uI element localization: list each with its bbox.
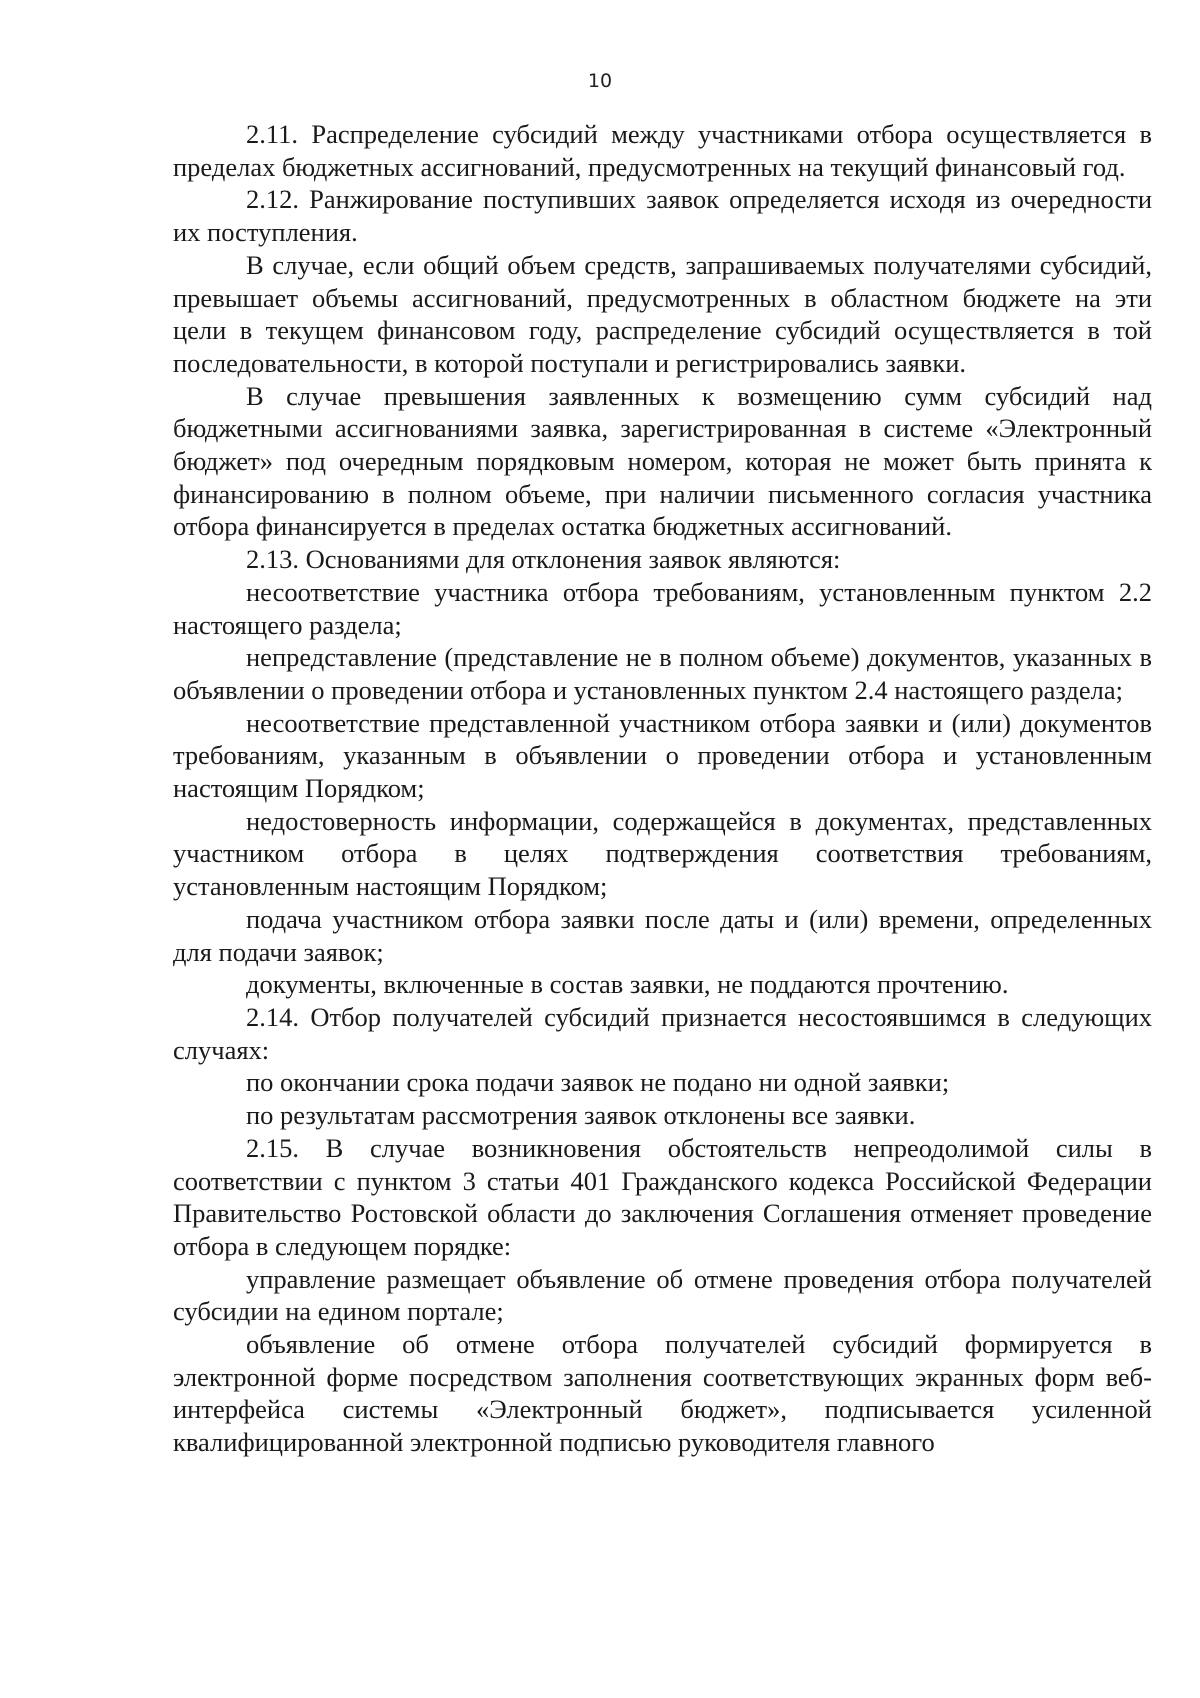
- list-item-rejection-1: несоответствие участника отбора требованиям, установленным пунктом 2.2 настоящего раздела;: [173, 576, 1152, 640]
- paragraph-2-13: 2.13. Основаниями для отклонения заявок являются:: [246, 544, 841, 575]
- list-item-failed-2: по результатам рассмотрения заявок отклонены все заявки.: [246, 1100, 916, 1131]
- list-item-failed-1: по окончании срока подачи заявок не подано ни одной заявки;: [246, 1067, 950, 1098]
- paragraph-2-15: 2.15. В случае возникновения обстоятельств непреодолимой силы в соответствии с пунктом 3 статьи 401 Гражданского кодекса Российской Федерации Правительство Ростовской области до заключения Соглашения отменяет проведение отбора в следующем порядке:: [173, 1132, 1152, 1261]
- paragraph-budget-excess: В случае, если общий объем средств, запрашиваемых получателями субсидий, превышает объемы ассигнований, предусмотренных в областном бюджете на эти цели в текущем финансовом году, распределение субсидий осуществляется в той последовательности, в которой поступали и регистрировались заявки.: [173, 249, 1152, 378]
- list-item-cancel-2: объявление об отмене отбора получателей субсидий формируется в электронной форме посредством заполнения соответствующих экранных форм веб-интерфейса системы «Электронный бюджет», подписывается усиленной квалифицированной электронной подписью руководителя главного: [173, 1329, 1152, 1458]
- document-body: [173, 118, 1152, 1459]
- paragraph-2-12: 2.12. Ранжирование поступивших заявок определяется исходя из очередности их поступления.: [173, 184, 1152, 248]
- paragraph-subsidy-excess: В случае превышения заявленных к возмещению сумм субсидий над бюджетными ассигнованиями заявка, зарегистрированная в системе «Электронный бюджет» под очередным порядковым номером, которая не может быть принята к финансированию в полном объеме, при наличии письменного согласия участника отбора финансируется в пределах остатка бюджетных ассигнований.: [173, 380, 1152, 542]
- paragraph-2-11: 2.11. Распределение субсидий между участниками отбора осуществляется в пределах бюджетных ассигнований, предусмотренных на текущий финансовый год.: [173, 119, 1152, 182]
- list-item-rejection-2: непредставление (представление не в полном объеме) документов, указанных в объявлении о проведении отбора и установленных пунктом 2.4 настоящего раздела;: [173, 642, 1152, 705]
- paragraph-2-14: 2.14. Отбор получателей субсидий признается несостоявшимся в следующих случаях:: [173, 1001, 1152, 1065]
- list-item-cancel-1: управление размещает объявление об отмене проведения отбора получателей субсидии на едином портале;: [173, 1263, 1152, 1327]
- page-number: 10: [587, 70, 613, 92]
- list-item-rejection-3: несоответствие представленной участником отбора заявки и (или) документов требованиям, указанным в объявлении о проведении отбора и установленным настоящим Порядком;: [173, 707, 1152, 804]
- list-item-rejection-5: подача участником отбора заявки после даты и (или) времени, определенных для подачи заявок;: [173, 903, 1152, 967]
- list-item-rejection-6: документы, включенные в состав заявки, не поддаются прочтению.: [246, 969, 1009, 1000]
- list-item-rejection-4: недостоверность информации, содержащейся в документах, представленных участником отбора в целях подтверждения соответствия требованиям, установленным настоящим Порядком;: [173, 805, 1152, 902]
